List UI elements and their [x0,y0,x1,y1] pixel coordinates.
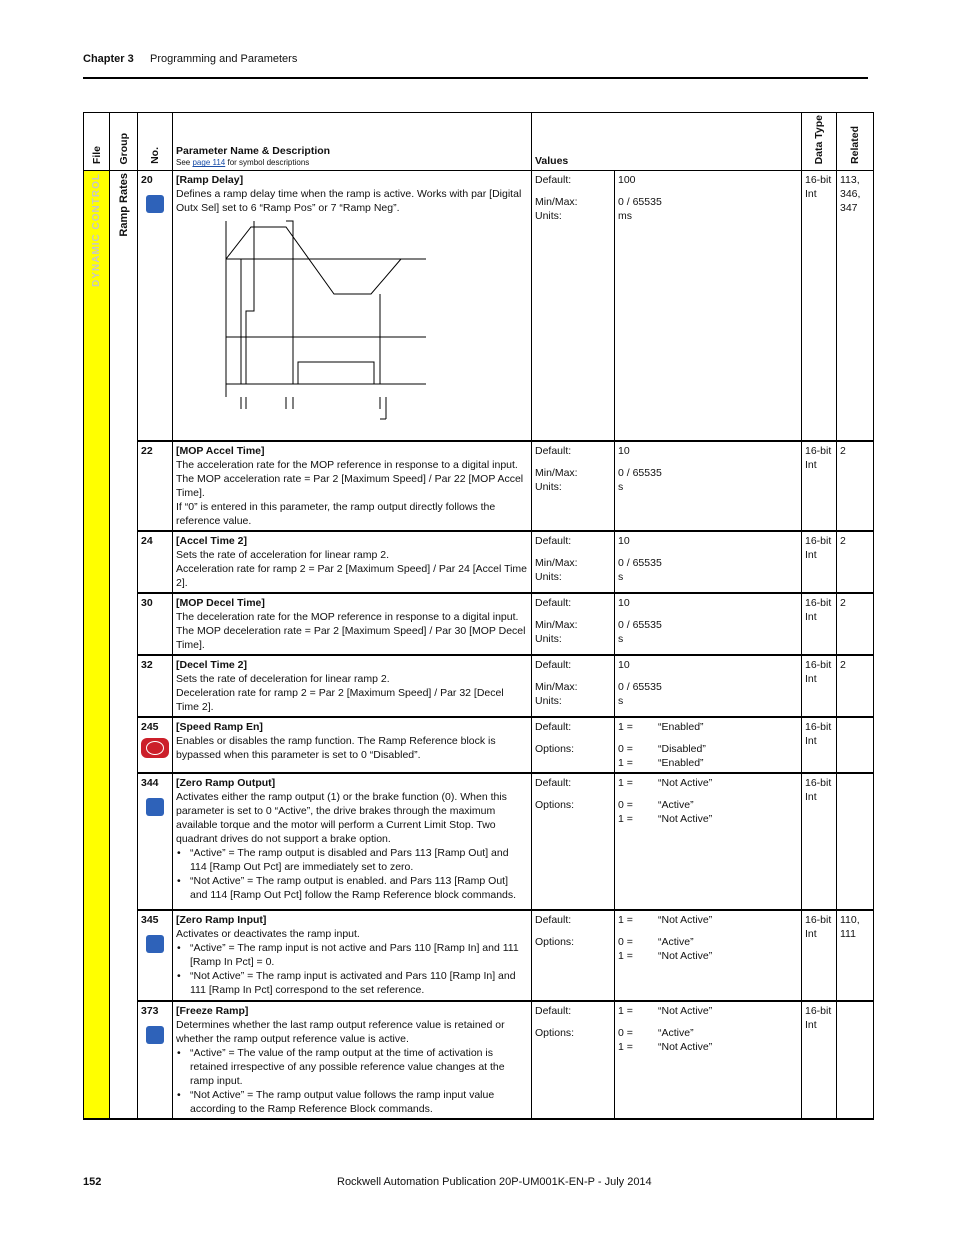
file-band: DYNAMIC CONTROL [84,171,110,1119]
datatype-cell: 16-bit Int [802,910,837,1001]
datatype-cell: 16-bit Int [802,773,837,910]
param-desc-cell: [Ramp Delay] Defines a ramp delay time when the ramp is active. Works with par [Digital Outx Sel] set to 6 “Ramp Pos” or 7 “Ramp Neg”. [173,171,532,441]
param-no-cell: 245 [138,717,173,773]
table-row [84,655,874,717]
param-desc-cell: [MOP Accel Time] The acceleration rate for the MOP reference in response to a digital input. The MOP acceleration rate = Par 2 [Maximum Speed] / Par 22 [MOP Accel Time]. If “0” is entered in this parameter, the ramp output directly follows the reference value. [173,441,532,531]
page-number: 152 [83,1176,102,1188]
values-data: 1 = “Not Active” 0 = “Active” 1 = “Not Active” [615,1001,802,1119]
blue-square-icon [146,935,164,953]
page-link[interactable]: page 114 [192,158,226,168]
related-cell: 2 [837,531,874,593]
table-row [84,593,874,655]
values-labels: Default: Options: [532,910,615,1001]
values-data: 1 = “Not Active” 0 = “Active” 1 = “Not Active” [615,773,802,910]
chapter-label: Chapter 3 [83,53,134,65]
table-row [84,441,874,531]
values-labels: Default: Min/Max: Units: [532,171,615,441]
col-values: Values [532,113,802,171]
datatype-cell: 16-bit Int [802,593,837,655]
values-labels: Default: Min/Max: Units: [532,593,615,655]
param-desc-cell: [Zero Ramp Input] Activates or deactivates the ramp input. • “Active” = The ramp input is not active and Pars 110 [Ramp In] and 111 [Ramp In Pct] = 0. • “Not Active” = The ramp input is activated and Pars 110 [Ramp In] and 111 [Ramp In Pct] correspond to the set reference. [173,910,532,1001]
col-datatype: Data Type [802,113,837,171]
datatype-cell: 16-bit Int [802,171,837,441]
values-data: 1 = “Not Active” 0 = “Active” 1 = “Not Active” [615,910,802,1001]
param-no-cell: 24 [138,531,173,593]
values-data: 10 0 / 65535 s [615,593,802,655]
table-row [84,531,874,593]
group-label: Ramp Rates [110,171,138,1119]
col-group: Group [110,113,138,171]
datatype-cell: 16-bit Int [802,1001,837,1119]
page-header [83,53,868,79]
datatype-cell: 16-bit Int [802,531,837,593]
related-cell [837,1001,874,1119]
table-row [84,171,874,441]
param-desc-cell: [Zero Ramp Output] Activates either the ramp output (1) or the brake function (0). When this parameter is set to 0 “Active”, the drive brakes through the maximum available torque and the motor will perform a Current Limit Stop. Two quadrant drives do not support a brake option. • “Active” = The ramp output is disabled and Pars 113 [Ramp Out] and 114 [Ramp Out Pct] are immediately set to zero. • “Not Active” = The ramp output is enabled. and Pars 113 [Ramp Out] and 114 [Ramp Out Pct] follow the Ramp Reference block commands. [173,773,532,910]
table-header-row [84,113,874,171]
values-labels: Default: Options: [532,1001,615,1119]
values-data: 10 0 / 65535 s [615,441,802,531]
blue-square-icon [146,195,164,213]
related-cell: 2 [837,593,874,655]
table-row [84,1001,874,1119]
blue-square-icon [146,798,164,816]
symbol-note: See page 114 for symbol descriptions [176,158,310,168]
values-data: 10 0 / 65535 s [615,655,802,717]
table-row [84,717,874,773]
param-no-cell: 30 [138,593,173,655]
param-desc-cell: [Freeze Ramp] Determines whether the last ramp output reference value is retained or whether the ramp output reference value is active. • “Active” = The value of the ramp output at the time of activation is retained irrespective of any possible reference value changes at the ramp input. • “Not Active” = The ramp output value follows the ramp input value according to the Ramp Reference Block commands. [173,1001,532,1119]
param-no-cell: 373 [138,1001,173,1119]
col-file: File [84,113,110,171]
datatype-cell: 16-bit Int [802,655,837,717]
related-cell: 2 [837,655,874,717]
col-name: Parameter Name & Description See page 114 for symbol descriptions [173,113,532,171]
param-desc-cell: [MOP Decel Time] The deceleration rate for the MOP reference in response to a digital input. The MOP deceleration rate = Par 2 [Maximum Speed] / Par 30 [MOP Decel Time]. [173,593,532,655]
parameter-table [83,112,874,1120]
col-no: No. [138,113,173,171]
col-related: Related [837,113,874,171]
related-cell [837,773,874,910]
table-row [84,910,874,1001]
param-desc-cell: [Speed Ramp En] Enables or disables the ramp function. The Ramp Reference block is bypassed when this parameter is set to 0 “Disabled”. [173,717,532,773]
related-cell: 113, 346, 347 [837,171,874,441]
related-cell: 2 [837,441,874,531]
publication-info: Rockwell Automation Publication 20P-UM001K-EN-P - July 2014 [337,1176,652,1188]
values-data: 10 0 / 65535 s [615,531,802,593]
values-labels: Default: Options: [532,717,615,773]
values-labels: Default: Options: [532,773,615,910]
param-no-cell: 32 [138,655,173,717]
red-oval-icon [141,738,169,758]
section-title: Programming and Parameters [150,53,298,65]
datatype-cell: 16-bit Int [802,441,837,531]
values-data: 1 = “Enabled” 0 = “Disabled” 1 = “Enabled” [615,717,802,773]
values-labels: Default: Min/Max: Units: [532,655,615,717]
blue-square-icon [146,1026,164,1044]
ramp-delay-diagram [196,219,436,429]
values-data: 100 0 / 65535 ms [615,171,802,441]
related-cell: 110, 111 [837,910,874,1001]
datatype-cell: 16-bit Int [802,717,837,773]
related-cell [837,717,874,773]
values-labels: Default: Min/Max: Units: [532,531,615,593]
param-desc-cell: [Accel Time 2] Sets the rate of acceleration for linear ramp 2. Acceleration rate for ramp 2 = Par 2 [Maximum Speed] / Par 24 [Accel Time 2]. [173,531,532,593]
param-desc-cell: [Decel Time 2] Sets the rate of deceleration for linear ramp 2. Deceleration rate for ramp 2 = Par 2 [Maximum Speed] / Par 32 [Decel Time 2]. [173,655,532,717]
values-labels: Default: Min/Max: Units: [532,441,615,531]
table-row [84,773,874,910]
param-no-cell: 22 [138,441,173,531]
param-no-cell: 20 [138,171,173,441]
param-no-cell: 345 [138,910,173,1001]
param-no-cell: 344 [138,773,173,910]
